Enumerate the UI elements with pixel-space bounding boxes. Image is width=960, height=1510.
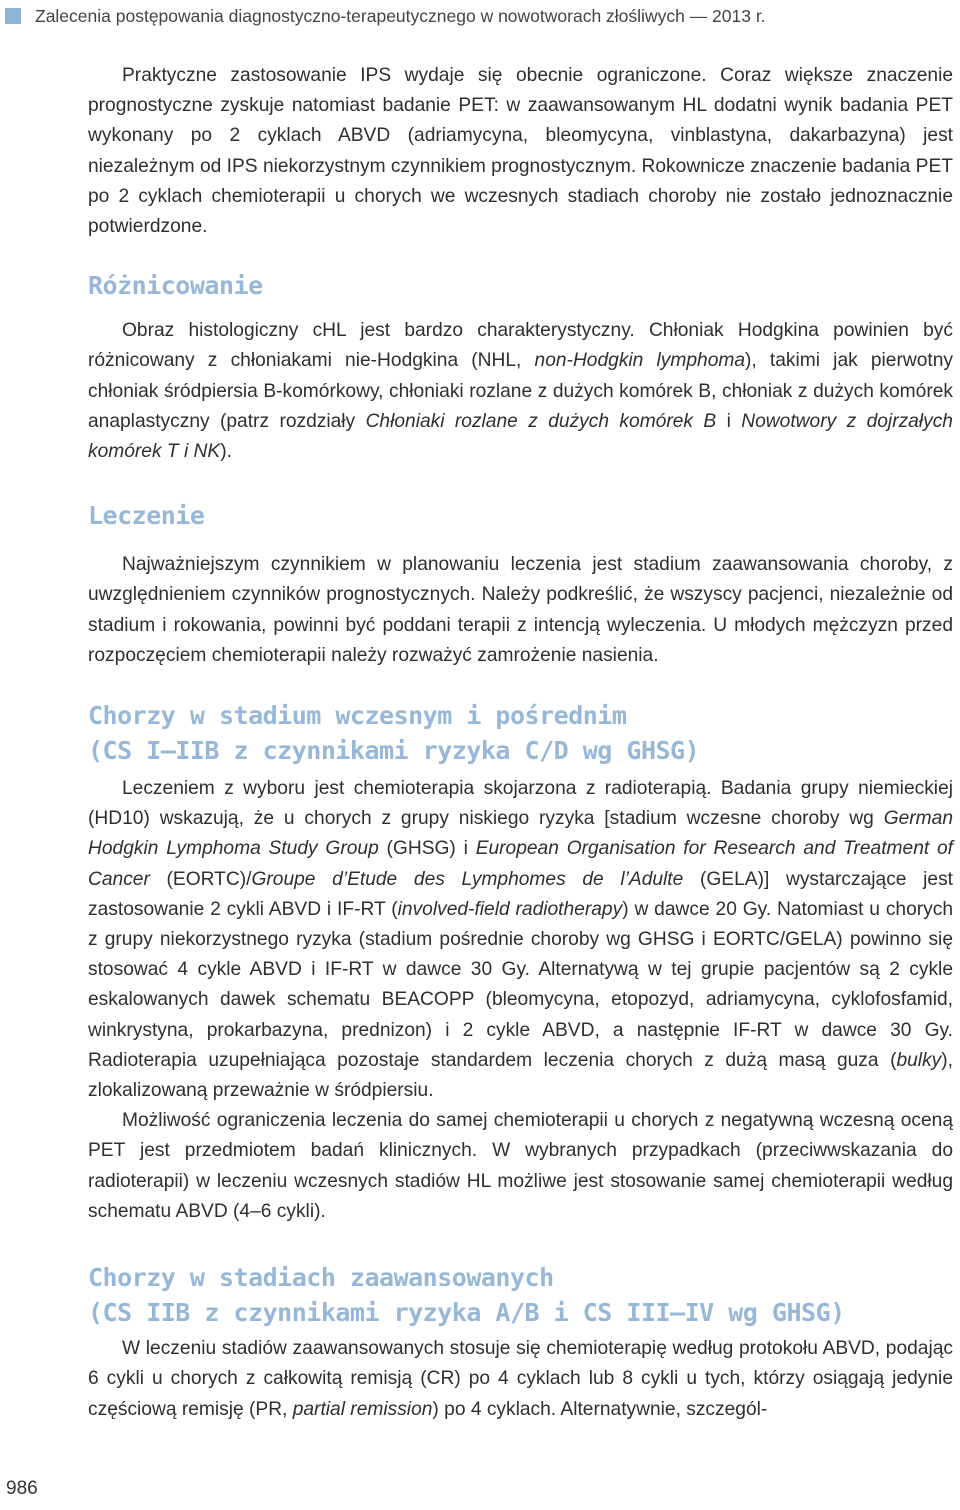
paragraph-stadium-wczesne-2: Możliwość ograniczenia leczenia do samej chemioterapii u chorych z negatywną wczesną oceną PET jest przedmiotem badań klinicznych. W wybranych przypadkach (przeciwwskazania do radioterapii) w leczeniu wczesnych stadiów HL możliwe jest stosowanie samej chemioterapii według schematu ABVD (4–6 cykli). bbox=[88, 1110, 953, 1222]
heading-stadia-zaawansowane: Chorzy w stadiach zaawansowanych (CS IIB z czynnikami ryzyka A/B i CS III–IV wg GHSG) bbox=[88, 1263, 845, 1328]
heading-roznicowanie: Różnicowanie bbox=[88, 271, 263, 301]
heading-leczenie: Leczenie bbox=[88, 501, 205, 531]
paragraph-stadium-wczesne-1: Leczeniem z wyboru jest chemioterapia skojarzona z radioterapią. Badania grupy niemieckiej (HD10) wskazują, że u chorych z grupy niskiego ryzyka [stadium wczesne choroby wg German Hodgkin Lymphoma Study Group (GHSG) i European Organisation for Research and Treatment of Cancer (EORTC)/Groupe d’Etude des Lymphomes de l’Adulte (GELA)] wystarczające jest zastosowanie 2 cykli ABVD i IF-RT (involved-field radiotherapy) w dawce 20 Gy. Natomiast u chorych z grupy niekorzystnego ryzyka (stadium pośrednie choroby wg GHSG i EORTC/GELA) powinno się stosować 4 cykle ABVD i IF-RT w dawce 30 Gy. Alternatywą w tej grupie pacjentów są 2 cykle eskalowanych dawek schematu BEACOPP (bleomycyna, etopozyd, adriamycyna, cyklofosfamid, winkrystyna, prokarbazyna, prednizon) i 2 cykle ABVD, a następnie IF-RT w dawce 30 Gy. Radioterapia uzupełniająca pozostaje standardem leczenia chorych z dużą masą guza (bulky), zlokalizowaną przeważnie w śródpiersiu. bbox=[88, 778, 954, 1102]
intro-paragraph: Praktyczne zastosowanie IPS wydaje się obecnie ograniczone. Coraz większe znaczenie prognostyczne zyskuje natomiast badanie PET: w zaawansowanym HL dodatni wynik badania PET wykonany po 2 cyklach ABVD (adriamycyna, bleomycyna, vinblastyna, dakarbazyna) jest niezależnym od IPS niekorzystnym czynnikiem prognostycznym. Rokownicze znaczenie badania PET po 2 cyklach chemioterapii u chorych we wczesnych stadiach choroby nie zostało jednoznacznie potwierdzone. bbox=[88, 65, 953, 238]
paragraph-leczenie: Najważniejszym czynnikiem w planowaniu leczenia jest stadium zaawansowania choroby, z uwzględnieniem czynników prognostycznych. Należy podkreślić, że wszyscy pacjenci, niezależnie od stadium i rokowania, powinni być poddani terapii z intencją wyleczenia. U młodych mężczyzn przed rozpoczęciem chemioterapii należy rozważyć zamrożenie nasienia. bbox=[88, 554, 953, 666]
page-number: 986 bbox=[6, 1478, 38, 1499]
page-content bbox=[88, 61, 953, 1425]
running-header bbox=[5, 5, 950, 27]
header-square-marker bbox=[5, 8, 21, 24]
paragraph-stadia-zaawansowane: W leczeniu stadiów zaawansowanych stosuje się chemioterapię według protokołu ABVD, podając 6 cykli u chorych z całkowitą remisją (CR) po 4 cyklach lub 8 cykli u tych, którzy osiągają jedynie częściową remisję (PR, partial remission) po 4 cyklach. Alternatywnie, szczegól- bbox=[88, 1338, 953, 1420]
paragraph-roznicowanie: Obraz histologiczny cHL jest bardzo charakterystyczny. Chłoniak Hodgkina powinien być różnicowany z chłoniakami nie-Hodgkina (NHL, non-Hodgkin lymphoma), takimi jak pierwotny chłoniak śródpiersia B-komórkowy, chłoniaki rozlane z dużych komórek B, chłoniak z dużych komórek anaplastyczny (patrz rozdziały Chłoniaki rozlane z dużych komórek B i Nowotwory z dojrzałych komórek T i NK). bbox=[88, 320, 953, 463]
header-title: Zalecenia postępowania diagnostyczno-terapeutycznego w nowotworach złośliwych — 2013 r. bbox=[35, 5, 766, 26]
heading-stadium-wczesne: Chorzy w stadium wczesnym i pośrednim (CS I–IIB z czynnikami ryzyka C/D wg GHSG) bbox=[88, 701, 700, 766]
